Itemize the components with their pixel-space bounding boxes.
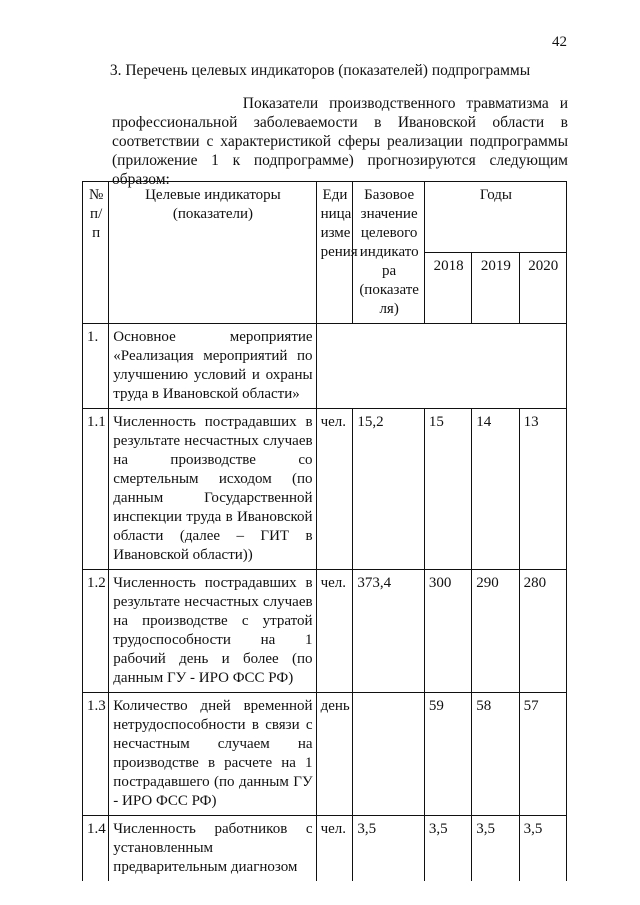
indicators-table: [82, 181, 567, 881]
header-name: Целевые индикаторы (показатели): [109, 182, 316, 324]
row-2018: 3,5: [424, 816, 471, 882]
row-2020: 3,5: [519, 816, 566, 882]
row-2020: 57: [519, 693, 566, 816]
header-base: Базовое значение целевого индикато ра (показате ля): [353, 182, 425, 324]
table-row: [83, 816, 567, 882]
row-unit: чел.: [316, 816, 353, 882]
intro-paragraph: [112, 94, 568, 189]
row-2018: 15: [424, 409, 471, 570]
row-num: 1.3: [83, 693, 109, 816]
row-2020: 13: [519, 409, 566, 570]
header-year-2019: 2019: [472, 253, 519, 324]
row-base: [353, 693, 425, 816]
row-2018: 59: [424, 693, 471, 816]
row-name: Численность пострадавших в результате несчастных случаев на производстве со смертельным исходом (по данным Государственной инспекции труда в Ивановской области (далее – ГИТ в Ивановской области)): [109, 409, 316, 570]
row-num: 1.1: [83, 409, 109, 570]
row-2019: 290: [472, 570, 519, 693]
row-2019: 14: [472, 409, 519, 570]
intro-text: Показатели производственного травматизма и профессиональной заболеваемости в Ивановской области в соответствии с характеристикой сферы реализации подпрограммы (приложение 1 к подпрограмме) прогнозируются следующим образом:: [112, 95, 568, 188]
table-row: [83, 693, 567, 816]
row-unit: чел.: [316, 570, 353, 693]
section-name: Основное мероприятие «Реализация мероприятий по улучшению условий и охраны труда в Ивановской области»: [109, 324, 316, 409]
header-year-2020: 2020: [519, 253, 566, 324]
header-num: № п/п: [83, 182, 109, 324]
row-name: Количество дней временной нетрудоспособности в связи с несчастным случаем на производстве в расчете на 1 пострадавшего (по данным ГУ - ИРО ФСС РФ): [109, 693, 316, 816]
table-row: [83, 409, 567, 570]
header-unit: Еди ница изме рения: [316, 182, 353, 324]
page-number: 42: [552, 34, 567, 50]
row-2018: 300: [424, 570, 471, 693]
row-name: Численность работников с установленным предварительным диагнозом: [109, 816, 316, 882]
row-num: 1.4: [83, 816, 109, 882]
section-title: 3. Перечень целевых индикаторов (показателей) подпрограммы: [109, 62, 531, 79]
table-section-row: [83, 324, 567, 409]
row-2020: 280: [519, 570, 566, 693]
header-years-group: Годы: [424, 182, 566, 253]
header-year-2018: 2018: [424, 253, 471, 324]
section-num: 1.: [83, 324, 109, 409]
row-2019: 3,5: [472, 816, 519, 882]
table-row: [83, 570, 567, 693]
row-num: 1.2: [83, 570, 109, 693]
row-2019: 58: [472, 693, 519, 816]
row-base: 3,5: [353, 816, 425, 882]
row-unit: чел.: [316, 409, 353, 570]
row-unit: день: [316, 693, 353, 816]
row-base: 15,2: [353, 409, 425, 570]
section-empty-cell: [316, 324, 566, 409]
row-base: 373,4: [353, 570, 425, 693]
table-header-row: [83, 182, 567, 253]
row-name: Численность пострадавших в результате несчастных случаев на производстве с утратой трудоспособности на 1 рабочий день и более (по данным ГУ - ИРО ФСС РФ): [109, 570, 316, 693]
